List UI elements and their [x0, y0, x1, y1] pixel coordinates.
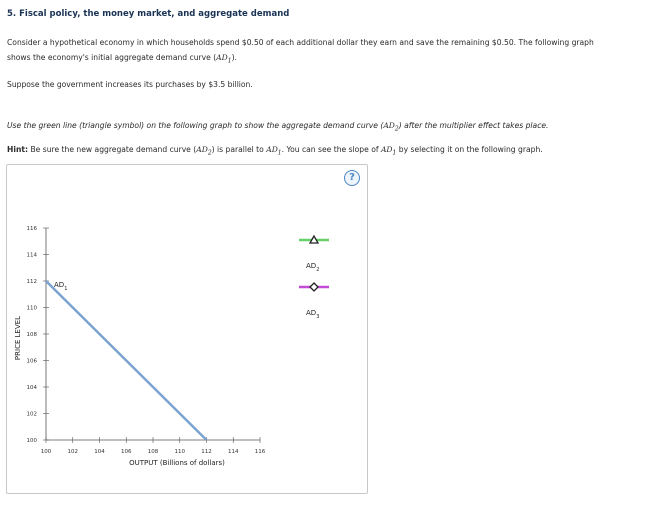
- y-tick-label-114: 114: [26, 252, 37, 259]
- palette-label-AD3: $AD_3$: [306, 309, 320, 320]
- x-tick-label-102: 102: [67, 449, 78, 455]
- palette-label-sub-AD2: 2: [316, 267, 320, 273]
- y-tick-label-116: 116: [26, 226, 37, 232]
- y-tick-label-106: 106: [26, 358, 37, 365]
- y-tick-label-112: 112: [26, 279, 37, 285]
- ticks: [27, 226, 266, 455]
- instruction-paragraph: Use the green line (triangle symbol) on the following graph to show the aggregate demand curve $(AD_2)$ after the multiplier effect takes place.: [7, 121, 549, 133]
- series-line-1[interactable]: [46, 281, 207, 440]
- x-tick-label-106: 106: [121, 449, 132, 455]
- diamond-icon[interactable]: [310, 283, 318, 291]
- palette-label-AD2: $AD_2$: [306, 262, 320, 273]
- question-title: 5. Fiscal policy, the money market, and aggregate demand: [7, 9, 290, 19]
- y-tick-label-100: 100: [26, 438, 37, 444]
- x-tick-label-110: 110: [174, 449, 185, 455]
- axes: [46, 228, 260, 440]
- hint-paragraph: Hint: Be sure the new aggregate demand curve $(AD_2)$ is parallel to $AD_1$. You can see the slope of $AD_1$ by selecting it on the following graph.: [7, 145, 543, 157]
- x-tick-label-114: 114: [228, 449, 239, 455]
- y-tick-label-108: 108: [26, 332, 37, 338]
- intro-paragraph: Consider a hypothetical economy in which households spend $0.50 of each additional dollar they earn and save the remaining $0.50. The following graph shows the economy's initial aggregate demand curve $(AD_1)$.: [7, 38, 594, 65]
- x-tick-label-116: 116: [254, 449, 266, 455]
- y-axis-label: PRICE LEVEL: [14, 315, 22, 361]
- drawing-palette[interactable]: [299, 236, 329, 320]
- x-axis-label: OUTPUT (Billions of dollars): [129, 459, 225, 467]
- scenario-paragraph: Suppose the government increases its purchases by $3.5 billion.: [7, 80, 253, 89]
- series-group[interactable]: [46, 281, 207, 440]
- y-tick-label-102: 102: [26, 411, 37, 418]
- question-mark-icon[interactable]: ?: [344, 170, 360, 186]
- y-tick-label-110: 110: [26, 305, 37, 312]
- x-tick-label-104: 104: [94, 449, 105, 455]
- series-label-1: $AD_1$: [54, 281, 68, 292]
- x-tick-label-100: 100: [40, 449, 52, 455]
- y-tick-label-104: 104: [26, 385, 37, 391]
- x-tick-label-112: 112: [201, 449, 212, 455]
- palette-label-sub-AD3: 3: [316, 314, 320, 320]
- series-label-sub-1: 1: [64, 286, 68, 292]
- x-tick-label-108: 108: [147, 449, 159, 455]
